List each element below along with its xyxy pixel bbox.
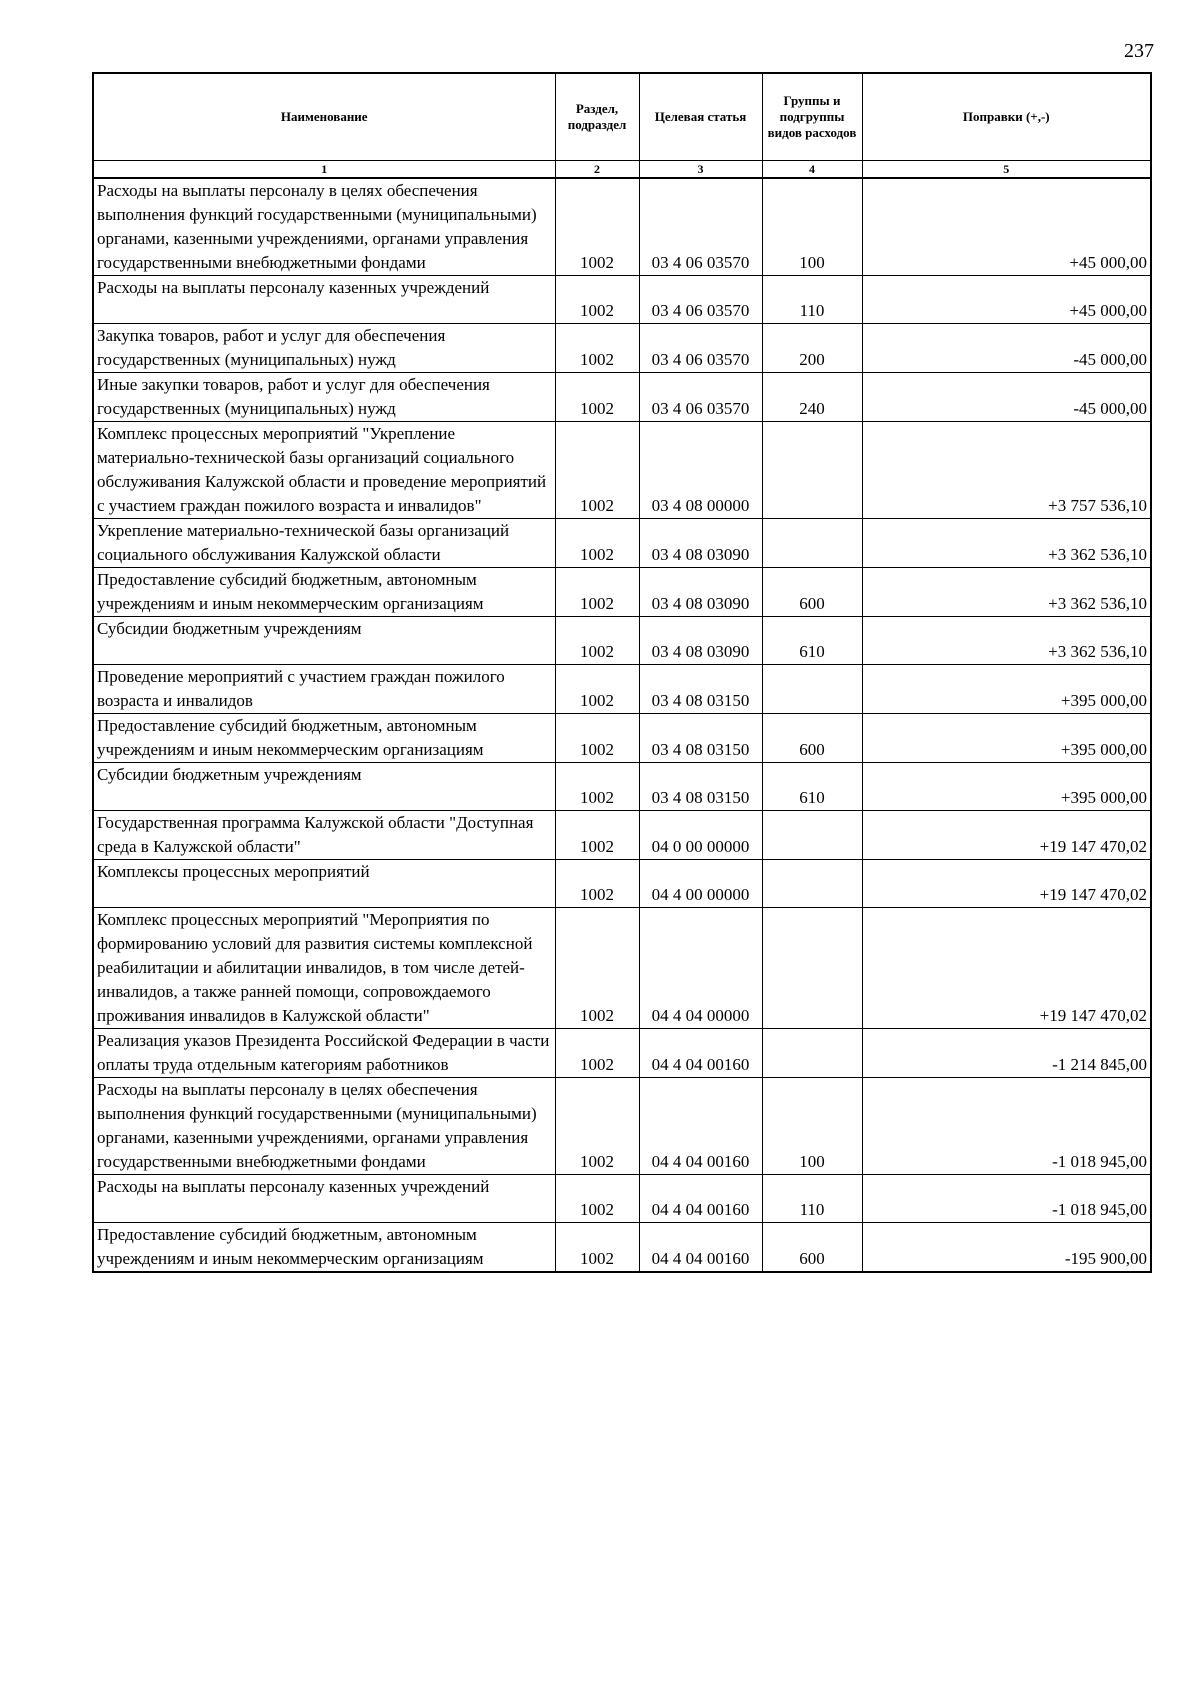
row-amount: -195 900,00 <box>862 1223 1151 1273</box>
table-row <box>93 276 1151 324</box>
row-expense-group <box>762 860 862 908</box>
row-amount: +395 000,00 <box>862 665 1151 714</box>
row-target-article: 03 4 06 03570 <box>639 373 762 422</box>
row-target-article: 04 4 04 00160 <box>639 1078 762 1175</box>
row-target-article: 03 4 08 03090 <box>639 617 762 665</box>
row-name: Иные закупки товаров, работ и услуг для обеспечения государственных (муниципальных) нужд <box>93 373 555 422</box>
row-section: 1002 <box>555 373 639 422</box>
row-section: 1002 <box>555 1223 639 1273</box>
row-amount: +45 000,00 <box>862 178 1151 276</box>
row-name: Комплекс процессных мероприятий "Мероприятия по формированию условий для развития системы комплексной реабилитации и абилитации инвалидов, в том числе детей-инвалидов, а также ранней помощи, сопровождаемого проживания инвалидов в Калужской области" <box>93 908 555 1029</box>
row-name: Комплекс процессных мероприятий "Укрепление материально-технической базы организаций социального обслуживания Калужской области и проведение мероприятий с участием граждан пожилого возраста и инвалидов" <box>93 422 555 519</box>
header-amendments: Поправки (+,-) <box>862 73 1151 161</box>
row-amount: -1 018 945,00 <box>862 1175 1151 1223</box>
table-header-row <box>93 73 1151 161</box>
table-row <box>93 568 1151 617</box>
row-amount: +19 147 470,02 <box>862 860 1151 908</box>
row-section: 1002 <box>555 568 639 617</box>
table-row <box>93 178 1151 276</box>
page-number: 237 <box>1124 40 1154 62</box>
row-amount: +3 362 536,10 <box>862 568 1151 617</box>
row-section: 1002 <box>555 811 639 860</box>
row-expense-group: 240 <box>762 373 862 422</box>
row-section: 1002 <box>555 178 639 276</box>
row-section: 1002 <box>555 1078 639 1175</box>
row-expense-group <box>762 665 862 714</box>
row-target-article: 03 4 08 03090 <box>639 519 762 568</box>
row-name: Предоставление субсидий бюджетным, автономным учреждениям и иным некоммерческим организациям <box>93 1223 555 1273</box>
row-amount: -1 214 845,00 <box>862 1029 1151 1078</box>
row-section: 1002 <box>555 1029 639 1078</box>
column-number: 5 <box>862 161 1151 179</box>
row-expense-group: 600 <box>762 568 862 617</box>
row-name: Расходы на выплаты персоналу казенных учреждений <box>93 276 555 324</box>
row-section: 1002 <box>555 324 639 373</box>
row-expense-group <box>762 908 862 1029</box>
table-row <box>93 519 1151 568</box>
table-row <box>93 860 1151 908</box>
row-section: 1002 <box>555 908 639 1029</box>
row-expense-group: 100 <box>762 178 862 276</box>
row-expense-group: 600 <box>762 714 862 763</box>
row-section: 1002 <box>555 422 639 519</box>
table-row <box>93 811 1151 860</box>
row-target-article: 03 4 06 03570 <box>639 276 762 324</box>
row-expense-group <box>762 811 862 860</box>
row-amount: +3 362 536,10 <box>862 519 1151 568</box>
row-section: 1002 <box>555 763 639 811</box>
header-name: Наименование <box>93 73 555 161</box>
table-row <box>93 1029 1151 1078</box>
row-section: 1002 <box>555 665 639 714</box>
row-name: Комплексы процессных мероприятий <box>93 860 555 908</box>
table-row <box>93 1223 1151 1273</box>
row-name: Расходы на выплаты персоналу в целях обеспечения выполнения функций государственными (муниципальными) органами, казенными учреждениями, органами управления государственными внебюджетными фондами <box>93 178 555 276</box>
row-target-article: 04 4 04 00000 <box>639 908 762 1029</box>
table-row <box>93 665 1151 714</box>
row-name: Предоставление субсидий бюджетным, автономным учреждениям и иным некоммерческим организациям <box>93 568 555 617</box>
row-expense-group <box>762 519 862 568</box>
column-number: 1 <box>93 161 555 179</box>
header-section: Раздел, подраздел <box>555 73 639 161</box>
row-target-article: 04 4 00 00000 <box>639 860 762 908</box>
table-row <box>93 908 1151 1029</box>
row-expense-group <box>762 1029 862 1078</box>
row-expense-group: 610 <box>762 617 862 665</box>
table-row <box>93 373 1151 422</box>
row-expense-group: 600 <box>762 1223 862 1273</box>
row-name: Расходы на выплаты персоналу казенных учреждений <box>93 1175 555 1223</box>
row-expense-group: 200 <box>762 324 862 373</box>
row-amount: +3 362 536,10 <box>862 617 1151 665</box>
row-amount: +395 000,00 <box>862 714 1151 763</box>
row-name: Реализация указов Президента Российской Федерации в части оплаты труда отдельным категориям работников <box>93 1029 555 1078</box>
row-name: Государственная программа Калужской области "Доступная среда в Калужской области" <box>93 811 555 860</box>
row-expense-group: 610 <box>762 763 862 811</box>
row-target-article: 04 4 04 00160 <box>639 1223 762 1273</box>
row-expense-group: 110 <box>762 276 862 324</box>
column-number: 2 <box>555 161 639 179</box>
row-amount: +3 757 536,10 <box>862 422 1151 519</box>
row-expense-group <box>762 422 862 519</box>
column-number: 4 <box>762 161 862 179</box>
row-name: Предоставление субсидий бюджетным, автономным учреждениям и иным некоммерческим организациям <box>93 714 555 763</box>
table-row <box>93 763 1151 811</box>
row-target-article: 03 4 06 03570 <box>639 324 762 373</box>
row-section: 1002 <box>555 714 639 763</box>
row-name: Субсидии бюджетным учреждениям <box>93 617 555 665</box>
row-amount: +45 000,00 <box>862 276 1151 324</box>
row-section: 1002 <box>555 519 639 568</box>
row-expense-group: 110 <box>762 1175 862 1223</box>
header-expense-groups: Группы и подгруппы видов расходов <box>762 73 862 161</box>
budget-amendments-table <box>92 72 1152 1273</box>
row-section: 1002 <box>555 860 639 908</box>
row-expense-group: 100 <box>762 1078 862 1175</box>
row-amount: +395 000,00 <box>862 763 1151 811</box>
table-row <box>93 1078 1151 1175</box>
table-row <box>93 1175 1151 1223</box>
table-row <box>93 324 1151 373</box>
row-name: Расходы на выплаты персоналу в целях обеспечения выполнения функций государственными (муниципальными) органами, казенными учреждениями, органами управления государственными внебюджетными фондами <box>93 1078 555 1175</box>
header-target-article: Целевая статья <box>639 73 762 161</box>
row-section: 1002 <box>555 276 639 324</box>
table-row <box>93 422 1151 519</box>
row-amount: -45 000,00 <box>862 373 1151 422</box>
row-name: Закупка товаров, работ и услуг для обеспечения государственных (муниципальных) нужд <box>93 324 555 373</box>
column-number: 3 <box>639 161 762 179</box>
row-target-article: 03 4 08 03150 <box>639 665 762 714</box>
row-amount: -1 018 945,00 <box>862 1078 1151 1175</box>
row-target-article: 04 4 04 00160 <box>639 1029 762 1078</box>
row-target-article: 03 4 06 03570 <box>639 178 762 276</box>
row-amount: +19 147 470,02 <box>862 811 1151 860</box>
row-target-article: 04 4 04 00160 <box>639 1175 762 1223</box>
table-body <box>93 178 1151 1272</box>
row-target-article: 04 0 00 00000 <box>639 811 762 860</box>
row-target-article: 03 4 08 03150 <box>639 714 762 763</box>
row-amount: -45 000,00 <box>862 324 1151 373</box>
row-target-article: 03 4 08 03090 <box>639 568 762 617</box>
row-target-article: 03 4 08 00000 <box>639 422 762 519</box>
row-section: 1002 <box>555 617 639 665</box>
table-row <box>93 714 1151 763</box>
table-row <box>93 617 1151 665</box>
row-target-article: 03 4 08 03150 <box>639 763 762 811</box>
row-name: Проведение мероприятий с участием граждан пожилого возраста и инвалидов <box>93 665 555 714</box>
row-section: 1002 <box>555 1175 639 1223</box>
row-amount: +19 147 470,02 <box>862 908 1151 1029</box>
column-number-row <box>93 161 1151 179</box>
row-name: Субсидии бюджетным учреждениям <box>93 763 555 811</box>
row-name: Укрепление материально-технической базы организаций социального обслуживания Калужской области <box>93 519 555 568</box>
